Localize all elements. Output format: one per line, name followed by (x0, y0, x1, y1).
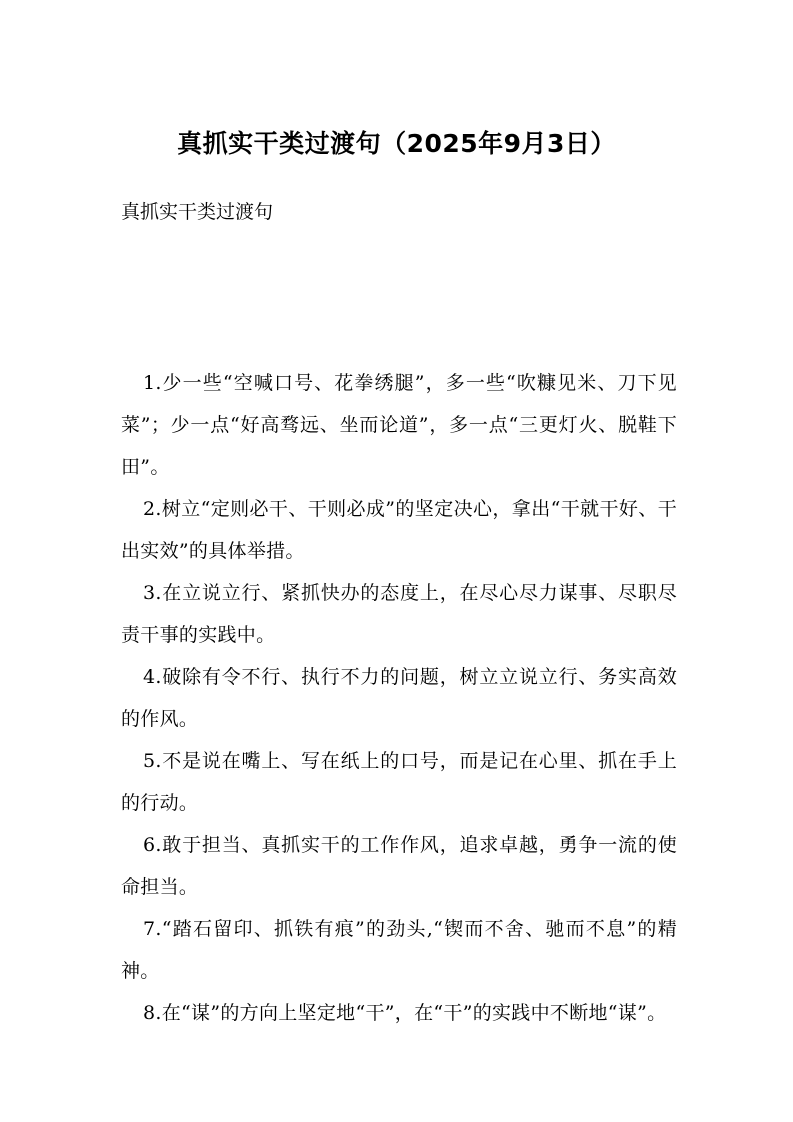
list-item: 4.破除有令不行、执行不力的问题，树立立说立行、务实高效的作风。 (121, 666, 677, 730)
document-subtitle: 真抓实干类过渡句 (121, 201, 274, 223)
document-title: 真抓实干类过渡句（2025年9月3日） (177, 129, 616, 158)
list-item: 1.少一些“空喊口号、花拳绣腿”，多一些“吹糠见米、刀下见菜”；少一点“好高骛远、坐而论道”，多一点“三更灯火、脱鞋下田”。 (121, 372, 677, 478)
list-item: 2.树立“定则必干、干则必成”的坚定决心，拿出“干就干好、干出实效”的具体举措。 (121, 498, 677, 562)
list-item: 3.在立说立行、紧抓快办的态度上，在尽心尽力谋事、尽职尽责干事的实践中。 (121, 582, 677, 646)
list-item: 5.不是说在嘴上、写在纸上的口号，而是记在心里、抓在手上的行动。 (121, 750, 677, 814)
list-item: 8.在“谋”的方向上坚定地“干”，在“干”的实践中不断地“谋”。 (143, 1002, 667, 1024)
list-item: 7.“踏石留印、抓铁有痕”的劲头,“锲而不舍、驰而不息”的精神。 (121, 918, 677, 982)
transition-sentence-list (121, 362, 677, 1034)
list-item: 6.敢于担当、真抓实干的工作作风，追求卓越，勇争一流的使命担当。 (121, 834, 677, 898)
